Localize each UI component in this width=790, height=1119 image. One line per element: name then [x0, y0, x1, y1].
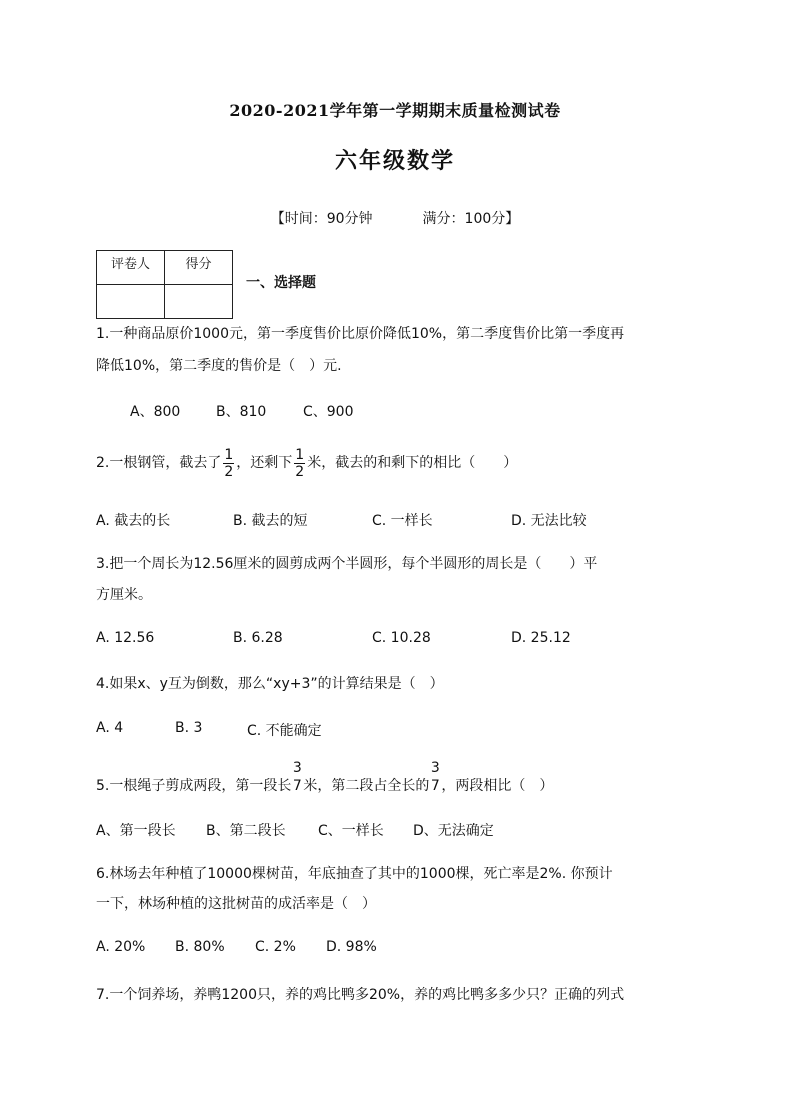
q6-option-b: B. 80%: [175, 939, 225, 955]
score-table-cell-grader: [97, 285, 165, 319]
q6-option-d: D. 98%: [326, 939, 377, 955]
q5-option-b: B、第二段长: [206, 823, 286, 839]
q2-frac1-num: 1: [224, 446, 234, 463]
q2-frac2-den: 2: [295, 463, 305, 480]
exam-title: 2020-2021学年第一学期期末质量检测试卷: [229, 101, 561, 120]
q1-line2: 降低10%，第二季度的售价是（ ）元.: [96, 358, 342, 374]
q2-option-c: C. 一样长: [372, 513, 433, 529]
score-table-cell-score: [165, 285, 233, 319]
q4-option-c: C. 不能确定: [247, 723, 322, 739]
score-table-header-grader: 评卷人: [97, 251, 165, 285]
q4-option-b: B. 3: [175, 720, 203, 736]
q3-option-d: D. 25.12: [511, 630, 571, 646]
q5-option-a: A、第一段长: [96, 823, 176, 839]
q2-frac1-den: 2: [224, 463, 234, 480]
q4-option-a: A. 4: [96, 720, 124, 736]
q1-line1: 1.一种商品原价1000元，第一季度售价比原价降低10%，第二季度售价比第一季度再: [96, 326, 625, 342]
q5-frac2-den: 7: [430, 778, 440, 794]
q3-option-b: B. 6.28: [233, 630, 283, 646]
q3-line2: 方厘米。: [96, 587, 152, 603]
q5-option-c: C、一样长: [318, 823, 384, 839]
q3-line1: 3.把一个周长为12.56厘米的圆剪成两个半圆形，每个半圆形的周长是（ ）平: [96, 556, 598, 572]
section-heading: 一、选择题: [246, 275, 316, 291]
q6-option-a: A. 20%: [96, 939, 146, 955]
q5-text-pre: 5.一根绳子剪成两段，第一段长: [96, 778, 292, 794]
score-table-header-score: 得分: [165, 251, 233, 285]
q2-fraction-1: [223, 447, 234, 480]
q3-option-c: C. 10.28: [372, 630, 431, 646]
q5-fraction-1: [291, 760, 303, 796]
q1-option-c: C、900: [303, 404, 354, 420]
q6-option-c: C. 2%: [255, 939, 296, 955]
exam-time: 【时间：90分钟: [270, 211, 373, 227]
q2-fraction-2: [294, 447, 305, 480]
q3-option-a: A. 12.56: [96, 630, 155, 646]
q2-option-a: A. 截去的长: [96, 513, 171, 529]
q2-option-d: D. 无法比较: [511, 513, 587, 529]
q5-fraction-2: [429, 760, 441, 796]
q6-line2: 一下，林场种植的这批树苗的成活率是（ ）: [96, 896, 376, 912]
q4-line1: 4.如果x、y互为倒数，那么“xy+3”的计算结果是（ ）: [96, 676, 444, 692]
exam-score: 满分：100分】: [422, 211, 520, 227]
q5-line1: [96, 760, 554, 796]
q2-option-b: B. 截去的短: [233, 513, 308, 529]
q5-option-d: D、无法确定: [413, 823, 494, 839]
q2-line1: [96, 440, 517, 486]
q5-frac1-num: 3: [292, 760, 302, 776]
q2-text-mid: ，还剩下: [236, 455, 293, 471]
q1-option-a: A、800: [130, 404, 181, 420]
score-table: [96, 250, 233, 319]
q7-line1: 7.一个饲养场，养鸭1200只，养的鸡比鸭多20%，养的鸡比鸭多多少只？正确的列式: [96, 987, 625, 1003]
q5-text-mid: 米，第二段占全长的: [303, 778, 430, 794]
q5-text-post: ，两段相比（ ）: [441, 778, 554, 794]
q6-line1: 6.林场去年种植了10000棵树苗，年底抽查了其中的1000棵，死亡率是2%. 你预计: [96, 866, 613, 882]
q1-option-b: B、810: [216, 404, 267, 420]
q5-frac1-den: 7: [292, 778, 302, 794]
q2-text-pre: 2.一根钢管，截去了: [96, 455, 222, 471]
exam-meta: [0, 208, 790, 228]
q2-text-post: 米，截去的和剩下的相比（ ）: [307, 455, 518, 471]
q5-frac2-num: 3: [430, 760, 440, 776]
q2-frac2-num: 1: [295, 446, 305, 463]
exam-subject: 六年级数学: [334, 148, 455, 174]
